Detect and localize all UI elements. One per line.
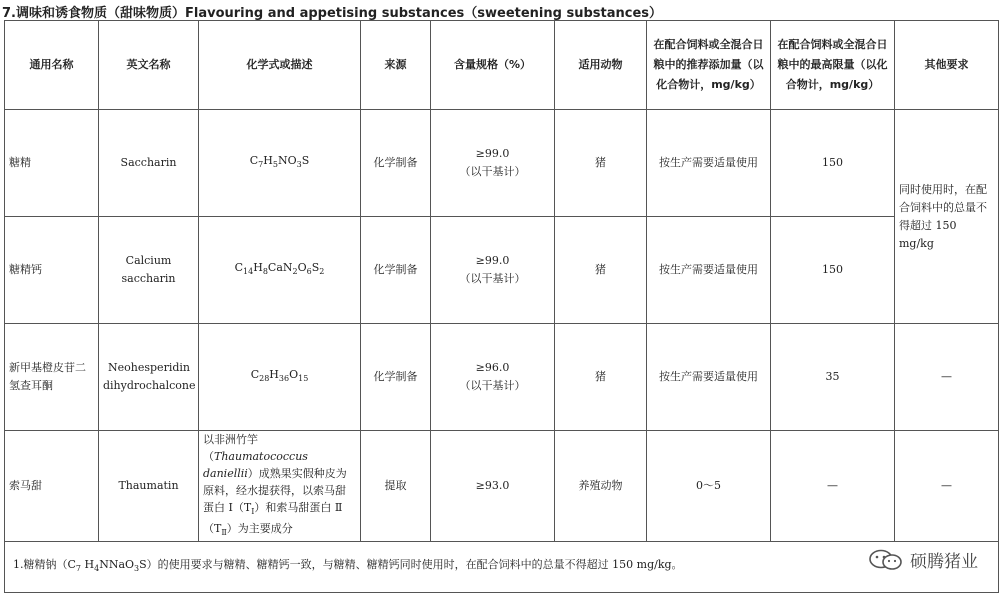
header-animals: 适用动物 bbox=[555, 21, 647, 110]
cell-other: — bbox=[895, 431, 999, 542]
cell-formula: $C_{14}H_8CaN_2O_6S_2$ bbox=[199, 217, 361, 324]
footnote: 1.糖精钠（$C_7$ $H_4NNaO_3S$）的使用要求与糖精、糖精钙一致，与糖精、糖精钙同时使用时，在配合饲料中的总量不得超过 150 mg/kg。 bbox=[5, 542, 999, 593]
cell-formula: $C_7H_5NO_3S$ bbox=[199, 110, 361, 217]
cell-content-spec bbox=[431, 110, 555, 217]
cell-common-name: 糖精钙 bbox=[5, 217, 99, 324]
cell-recommended: 按生产需要适量使用 bbox=[647, 324, 771, 431]
watermark bbox=[868, 547, 978, 572]
cell-english-name: Thaumatin bbox=[99, 431, 199, 542]
cell-formula: $C_{28}H_{36}O_{15}$ bbox=[199, 324, 361, 431]
cell-english-name: Calcium saccharin bbox=[99, 217, 199, 324]
cell-maximum: 150 bbox=[771, 110, 895, 217]
content-basis: （以干基计） bbox=[459, 379, 526, 392]
cell-animals: 猪 bbox=[555, 110, 647, 217]
cell-content-spec bbox=[431, 324, 555, 431]
table-title: 7.调味和诱食物质（甜味物质）Flavouring and appetising substances（sweetening substances） bbox=[2, 6, 663, 21]
header-english-name: 英文名称 bbox=[99, 21, 199, 110]
watermark-text: 硕腾猪业 bbox=[910, 552, 978, 572]
content-value: ≥99.0 bbox=[475, 147, 510, 160]
header-common-name: 通用名称 bbox=[5, 21, 99, 110]
cell-maximum: 35 bbox=[771, 324, 895, 431]
cell-maximum: 150 bbox=[771, 217, 895, 324]
header-source: 来源 bbox=[361, 21, 431, 110]
cell-common-name: 糖精 bbox=[5, 110, 99, 217]
cell-recommended: 0～5 bbox=[647, 431, 771, 542]
content-value: ≥96.0 bbox=[475, 361, 510, 374]
cell-formula: 以非洲竹竽（Thaumatococcus daniellii）成熟果实假种皮为原料，经水提获得，以索马甜蛋白 $Ⅰ(T_Ⅰ)$和索马甜蛋白 $Ⅱ(T_Ⅱ)$为主要成分 bbox=[199, 431, 361, 542]
content-basis: （以干基计） bbox=[459, 165, 526, 178]
cell-animals: 养殖动物 bbox=[555, 431, 647, 542]
additive-table bbox=[4, 20, 999, 593]
cell-maximum: — bbox=[771, 431, 895, 542]
wechat-icon bbox=[868, 549, 904, 571]
table-row bbox=[5, 110, 999, 217]
cell-recommended: 按生产需要适量使用 bbox=[647, 110, 771, 217]
cell-animals: 猪 bbox=[555, 217, 647, 324]
footnote-row bbox=[5, 542, 999, 593]
table-row bbox=[5, 324, 999, 431]
content-basis: （以干基计） bbox=[459, 272, 526, 285]
header-maximum: 在配合饲料或全混合日粮中的最高限量（以化合物计，mg/kg） bbox=[771, 21, 895, 110]
cell-english-name: Saccharin bbox=[99, 110, 199, 217]
header-content-spec: 含量规格（%） bbox=[431, 21, 555, 110]
table-row bbox=[5, 217, 999, 324]
cell-recommended: 按生产需要适量使用 bbox=[647, 217, 771, 324]
table-row bbox=[5, 431, 999, 542]
header-row bbox=[5, 21, 999, 110]
cell-source: 提取 bbox=[361, 431, 431, 542]
header-formula: 化学式或描述 bbox=[199, 21, 361, 110]
header-other: 其他要求 bbox=[895, 21, 999, 110]
content-value: ≥99.0 bbox=[475, 254, 510, 267]
cell-english-name: Neohesperidin dihydrochalcone bbox=[99, 324, 199, 431]
cell-content-spec bbox=[431, 431, 555, 542]
cell-common-name: 索马甜 bbox=[5, 431, 99, 542]
cell-other: — bbox=[895, 324, 999, 431]
cell-content-spec bbox=[431, 217, 555, 324]
cell-source: 化学制备 bbox=[361, 324, 431, 431]
content-value: ≥93.0 bbox=[475, 479, 510, 493]
cell-common-name: 新甲基橙皮苷二氢查耳酮 bbox=[5, 324, 99, 431]
cell-source: 化学制备 bbox=[361, 217, 431, 324]
cell-source: 化学制备 bbox=[361, 110, 431, 217]
cell-other-merged: 同时使用时，在配合饲料中的总量不得超过 150 mg/kg bbox=[895, 110, 999, 324]
header-recommended: 在配合饲料或全混合日粮中的推荐添加量（以化合物计，mg/kg） bbox=[647, 21, 771, 110]
cell-animals: 猪 bbox=[555, 324, 647, 431]
